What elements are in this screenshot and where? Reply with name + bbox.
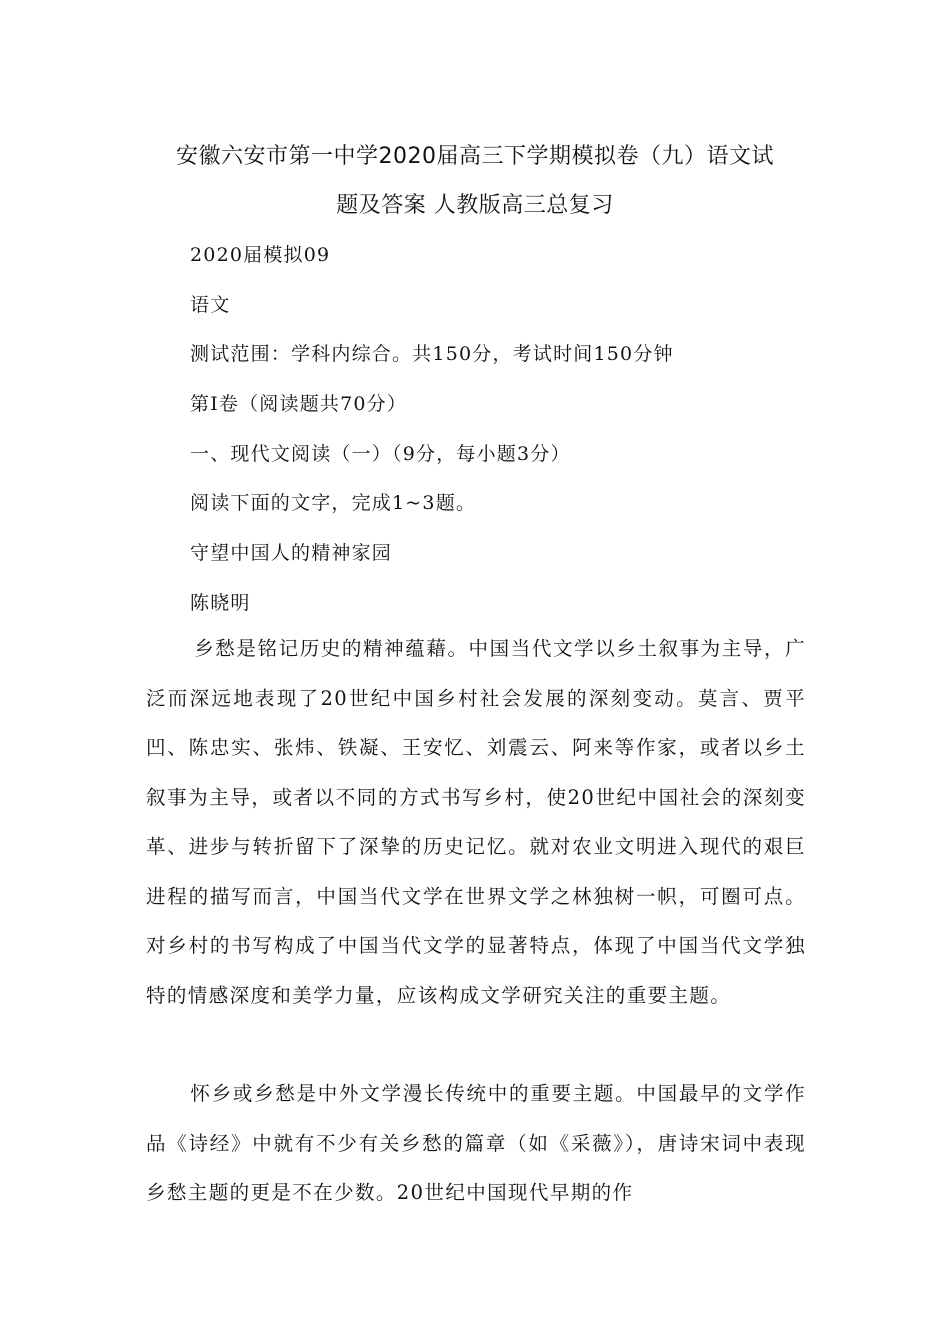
paragraph-1 [146,624,806,1020]
volume-heading: 第Ⅰ卷（阅读题共70分） [190,393,408,415]
reading-instruction: 阅读下面的文字，完成1~3题。 [190,492,477,514]
document-title-line-1: 安徽六安市第一中学2020届高三下学期模拟卷（九）语文试 [176,144,774,169]
article-title: 守望中国人的精神家园 [190,542,393,564]
test-scope: 测试范围：学科内综合。共150分，考试时间150分钟 [190,343,674,365]
section-heading: 一、现代文阅读（一）（9分，每小题3分） [190,443,571,465]
document-title-line-2: 题及答案 人教版高三总复习 [336,193,614,218]
paragraph-1-text: 乡愁是铭记历史的精神蕴藉。中国当代文学以乡土叙事为主导，广泛而深远地表现了20世纪中国乡村社会发展的深刻变动。莫言、贾平凹、陈忠实、张炜、铁凝、王安忆、刘震云、阿来等作家，或者以乡土叙事为主导，或者以不同的方式书写乡村，使20世纪中国社会的深刻变革、进步与转折留下了深挚的历史记忆。就对农业文明进入现代的艰巨进程的描写而言，中国当代文学在世界文学之林独树一帜，可圈可点。对乡村的书写构成了中国当代文学的显著特点，体现了中国当代文学独特的情感深度和美学力量，应该构成文学研究关注的重要主题。 [146,637,806,1007]
article-author: 陈晓明 [190,592,251,614]
exam-code: 2020届模拟09 [190,244,331,266]
paragraph-2 [146,1069,806,1218]
subject: 语文 [190,294,231,316]
paragraph-2-text: 怀乡或乡愁是中外文学漫长传统中的重要主题。中国最早的文学作品《诗经》中就有不少有关乡愁的篇章（如《采薇》），唐诗宋词中表现乡愁主题的更是不在少数。20世纪中国现代早期的作 [146,1082,806,1204]
